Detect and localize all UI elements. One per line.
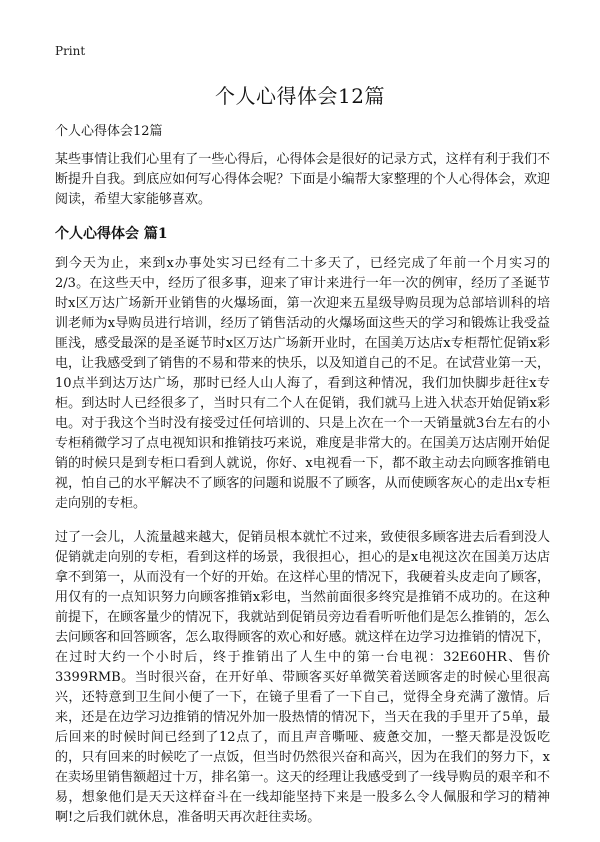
- print-link[interactable]: Print: [55, 44, 86, 58]
- body-paragraph-1: 到今天为止，来到x办事处实习已经有二十多天了，已经完成了年前一个月实习的2/3。在这些天中，经历了很多事，迎来了审计来进行一年一次的例审，经历了圣诞节时x区万达广场新开业销售的火爆场面，第一次迎来五星级导购员现为总部培训科的培训老师为x导购员进行培训，经历了销售活动的火爆场面这些天的学习和锻炼让我受益匪浅，感受最深的是圣诞节时x区万达广场新开业时，在国美万达店x专柜帮忙促销x彩电，让我感受到了销售的不易和带来的快乐，以及知道自己的不足。在试营业第一天，10点半到达万达广场，那时已经人山人海了，看到这种情况，我们加快脚步赶往x专柜。到达时人已经很多了，当时只有二个人在促销，我们就马上进入状态开始促销x彩电。对于我这个当时没有接受过任何培训的、只是上次在一个一天销量就3台左右的小专柜稍微学习了点电视知识和推销技巧来说，难度是非常大的。在国美万达店刚开始促销的时候只是到专柜口看到人就说，你好、x电视看一下，都不敢主动去向顾客推销电视，怕自己的水平解决不了顾客的问题和说服不了顾客，从而使顾客灰心的走出x专柜走向别的专柜。: [55, 256, 550, 511]
- document-subtitle: 个人心得体会12篇: [55, 124, 163, 139]
- body-paragraph-2: 过了一会儿，人流量越来越大，促销员根本就忙不过来，致使很多顾客进去后看到没人促销就走向别的专柜，看到这样的场景，我很担心，担心的是x电视这次在国美万达店拿不到第一，从而没有一个好的开始。在这样心里的情况下，我硬着头皮走向了顾客，用仅有的一点知识努力向顾客推销x彩电，当然前面很多终究是推销不成功的。在这种前提下，在顾客量少的情况下，我就站到促销员旁边看看听听他们是怎么推销的，怎么去问顾客和回答顾客，怎么取得顾客的欢心和好感。就这样在边学习边推销的情况下，在过时大约一个小时后，终于推销出了人生中的第一台电视：32E60HR、售价3399RMB。当时很兴奋，在开好单、带顾客买好单微笑着送顾客走的时候心里很高兴，还特意到卫生间小便了一下，在镜子里看了一下自己，觉得全身充满了激情。后来，还是在边学习边推销的情况外加一股热情的情况下，当天在我的手里开了5单，最后回来的时候时间已经到了12点了，而且声音嘶哑、疲惫交加，一整天都是没饭吃的，只有回来的时候吃了一点饭，但当时仍然很兴奋和高兴，因为在我们的努力下，x在卖场里销售额超过十万，排名第一。这天的经理让我感受到了一线导购员的艰辛和不易，想象他们是天天这样奋斗在一线却能坚持下来是一股多么令人佩服和学习的精神啊!之后我们就休息，准备明天再次赶往卖场。: [55, 530, 550, 825]
- section-heading: 个人心得体会 篇1: [55, 226, 168, 242]
- article-body: [55, 150, 550, 842]
- intro-paragraph: 某些事情让我们心里有了一些心得后，心得体会是很好的记录方式，这样有利于我们不断提升自我。到底应如何写心得体会呢？下面是小编帮大家整理的个人心得体会，欢迎阅读，希望大家能够喜欢。: [55, 152, 550, 207]
- page-title: 个人心得体会12篇: [215, 84, 385, 108]
